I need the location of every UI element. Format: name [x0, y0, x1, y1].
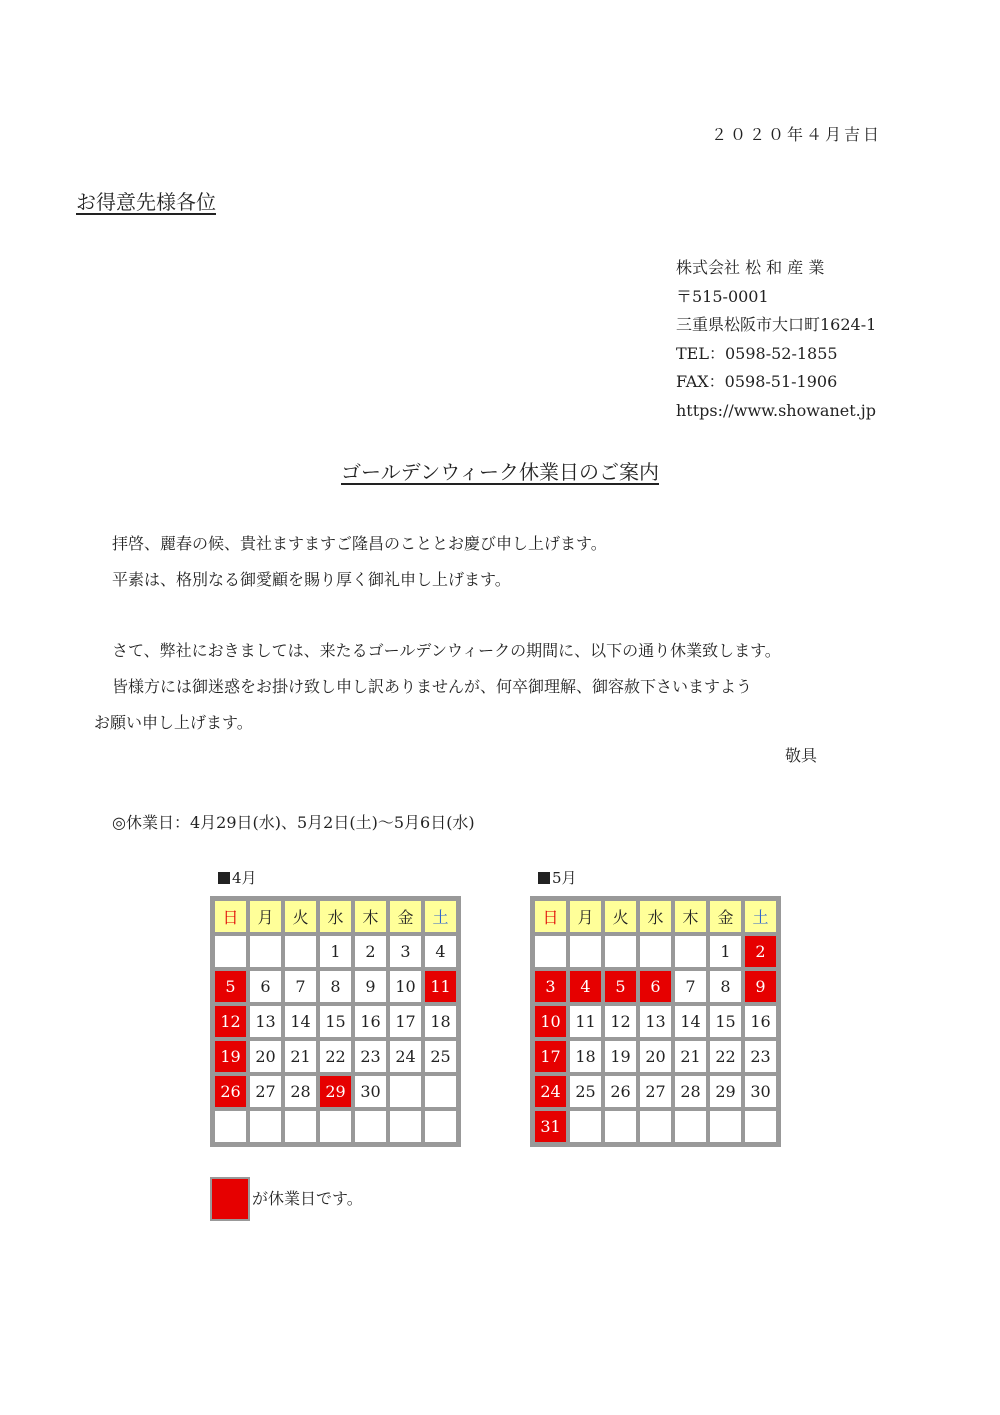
day-cell: 25 — [568, 1074, 603, 1109]
day-cell: 6 — [638, 969, 673, 1004]
day-cell: 22 — [708, 1039, 743, 1074]
notice-title-text: ゴールデンウィーク休業日のご案内 — [341, 460, 659, 484]
day-cell: 14 — [283, 1004, 318, 1039]
day-cell: 6 — [248, 969, 283, 1004]
weekday-header: 日 — [533, 899, 568, 934]
sender-company: 株式会社 松 和 産 業 — [676, 258, 825, 277]
weekday-header: 火 — [603, 899, 638, 934]
empty-day-cell — [568, 1109, 603, 1144]
day-cell: 19 — [213, 1039, 248, 1074]
day-cell: 20 — [248, 1039, 283, 1074]
empty-day-cell — [708, 1109, 743, 1144]
day-cell: 19 — [603, 1039, 638, 1074]
day-cell: 1 — [708, 934, 743, 969]
day-cell: 17 — [388, 1004, 423, 1039]
body-line-2: 平素は、格別なる御愛顧を賜り厚く御礼申し上げます。 — [112, 570, 511, 589]
day-cell: 28 — [283, 1074, 318, 1109]
day-cell: 18 — [423, 1004, 458, 1039]
day-cell: 4 — [423, 934, 458, 969]
empty-day-cell — [213, 1109, 248, 1144]
week-row — [533, 1039, 778, 1074]
day-cell: 26 — [213, 1074, 248, 1109]
april-calendar — [210, 896, 461, 1147]
weekday-header: 日 — [213, 899, 248, 934]
day-cell: 15 — [708, 1004, 743, 1039]
sender-fax: FAX：0598-51-1906 — [676, 372, 838, 392]
empty-day-cell — [248, 934, 283, 969]
day-cell: 13 — [248, 1004, 283, 1039]
closed-day-swatch — [210, 1177, 250, 1221]
day-cell: 1 — [318, 934, 353, 969]
week-row — [213, 1039, 458, 1074]
day-cell: 23 — [353, 1039, 388, 1074]
weekday-header: 土 — [423, 899, 458, 934]
day-cell: 14 — [673, 1004, 708, 1039]
day-cell: 10 — [533, 1004, 568, 1039]
empty-day-cell — [388, 1074, 423, 1109]
week-row — [213, 934, 458, 969]
weekday-header: 木 — [353, 899, 388, 934]
day-cell: 26 — [603, 1074, 638, 1109]
day-cell: 22 — [318, 1039, 353, 1074]
sender-url: https://www.showanet.jp — [676, 400, 876, 420]
body-line-5: お願い申し上げます。 — [94, 713, 253, 732]
sender-block — [676, 254, 876, 426]
day-cell: 12 — [603, 1004, 638, 1039]
week-row — [533, 1004, 778, 1039]
week-row — [213, 969, 458, 1004]
day-cell: 4 — [568, 969, 603, 1004]
day-cell: 24 — [533, 1074, 568, 1109]
empty-day-cell — [423, 1109, 458, 1144]
empty-day-cell — [673, 934, 708, 969]
empty-day-cell — [213, 934, 248, 969]
day-cell: 2 — [743, 934, 778, 969]
april-label — [218, 867, 257, 888]
empty-day-cell — [283, 934, 318, 969]
day-cell: 28 — [673, 1074, 708, 1109]
notice-title — [0, 456, 1000, 485]
empty-day-cell — [638, 1109, 673, 1144]
day-cell: 5 — [213, 969, 248, 1004]
may-label — [538, 867, 577, 888]
sender-address: 三重県松阪市大口町1624-1 — [676, 315, 877, 335]
april-label-text: 4月 — [232, 869, 257, 887]
weekday-header-row — [213, 899, 458, 934]
may-calendar — [530, 896, 781, 1147]
empty-day-cell — [533, 934, 568, 969]
day-cell: 30 — [743, 1074, 778, 1109]
day-cell: 24 — [388, 1039, 423, 1074]
sender-postal: 〒515-0001 — [676, 286, 769, 306]
day-cell: 29 — [708, 1074, 743, 1109]
day-cell: 23 — [743, 1039, 778, 1074]
empty-day-cell — [603, 934, 638, 969]
weekday-header: 金 — [708, 899, 743, 934]
day-cell: 10 — [388, 969, 423, 1004]
day-cell: 27 — [248, 1074, 283, 1109]
empty-day-cell — [388, 1109, 423, 1144]
body-line-3: さて、弊社におきましては、来たるゴールデンウィークの期間に、以下の通り休業致します。 — [112, 641, 781, 660]
day-cell: 13 — [638, 1004, 673, 1039]
day-cell: 3 — [388, 934, 423, 969]
day-cell: 7 — [283, 969, 318, 1004]
sender-tel: TEL：0598-52-1855 — [676, 343, 838, 363]
square-icon — [218, 872, 230, 884]
day-cell: 11 — [568, 1004, 603, 1039]
weekday-header: 金 — [388, 899, 423, 934]
day-cell: 30 — [353, 1074, 388, 1109]
weekday-header: 水 — [638, 899, 673, 934]
day-cell: 18 — [568, 1039, 603, 1074]
day-cell: 8 — [318, 969, 353, 1004]
day-cell: 16 — [743, 1004, 778, 1039]
week-row — [533, 969, 778, 1004]
holiday-summary: ◎休業日：4月29日(水)、5月2日(土)～5月6日(水) — [112, 813, 475, 832]
day-cell: 25 — [423, 1039, 458, 1074]
legend-text: が休業日です。 — [252, 1189, 363, 1208]
day-cell: 9 — [353, 969, 388, 1004]
weekday-header: 月 — [568, 899, 603, 934]
empty-day-cell — [673, 1109, 708, 1144]
weekday-header: 月 — [248, 899, 283, 934]
weekday-header: 火 — [283, 899, 318, 934]
closing: 敬具 — [785, 746, 818, 765]
empty-day-cell — [743, 1109, 778, 1144]
weekday-header: 水 — [318, 899, 353, 934]
day-cell: 31 — [533, 1109, 568, 1144]
recipient: お得意先様各位 — [76, 190, 216, 214]
weekday-header: 木 — [673, 899, 708, 934]
week-row — [533, 1074, 778, 1109]
day-cell: 5 — [603, 969, 638, 1004]
day-cell: 2 — [353, 934, 388, 969]
day-cell: 15 — [318, 1004, 353, 1039]
body-line-1: 拝啓、麗春の候、貴社ますますご隆昌のこととお慶び申し上げます。 — [112, 534, 607, 553]
day-cell: 21 — [283, 1039, 318, 1074]
day-cell: 12 — [213, 1004, 248, 1039]
week-row — [533, 934, 778, 969]
week-row — [213, 1004, 458, 1039]
empty-day-cell — [353, 1109, 388, 1144]
empty-day-cell — [283, 1109, 318, 1144]
week-row — [213, 1074, 458, 1109]
weekday-header-row — [533, 899, 778, 934]
weekday-header: 土 — [743, 899, 778, 934]
square-icon — [538, 872, 550, 884]
day-cell: 8 — [708, 969, 743, 1004]
day-cell: 27 — [638, 1074, 673, 1109]
day-cell: 7 — [673, 969, 708, 1004]
empty-day-cell — [603, 1109, 638, 1144]
issue-date: ２０２０年４月吉日 — [710, 125, 882, 144]
day-cell: 11 — [423, 969, 458, 1004]
day-cell: 29 — [318, 1074, 353, 1109]
day-cell: 16 — [353, 1004, 388, 1039]
empty-day-cell — [568, 934, 603, 969]
week-row — [213, 1109, 458, 1144]
empty-day-cell — [423, 1074, 458, 1109]
day-cell: 9 — [743, 969, 778, 1004]
empty-day-cell — [638, 934, 673, 969]
day-cell: 17 — [533, 1039, 568, 1074]
body-line-4: 皆様方には御迷惑をお掛け致し申し訳ありませんが、何卒御理解、御容赦下さいますよう — [112, 677, 753, 696]
day-cell: 20 — [638, 1039, 673, 1074]
day-cell: 21 — [673, 1039, 708, 1074]
empty-day-cell — [248, 1109, 283, 1144]
week-row — [533, 1109, 778, 1144]
day-cell: 3 — [533, 969, 568, 1004]
may-label-text: 5月 — [552, 869, 577, 887]
empty-day-cell — [318, 1109, 353, 1144]
